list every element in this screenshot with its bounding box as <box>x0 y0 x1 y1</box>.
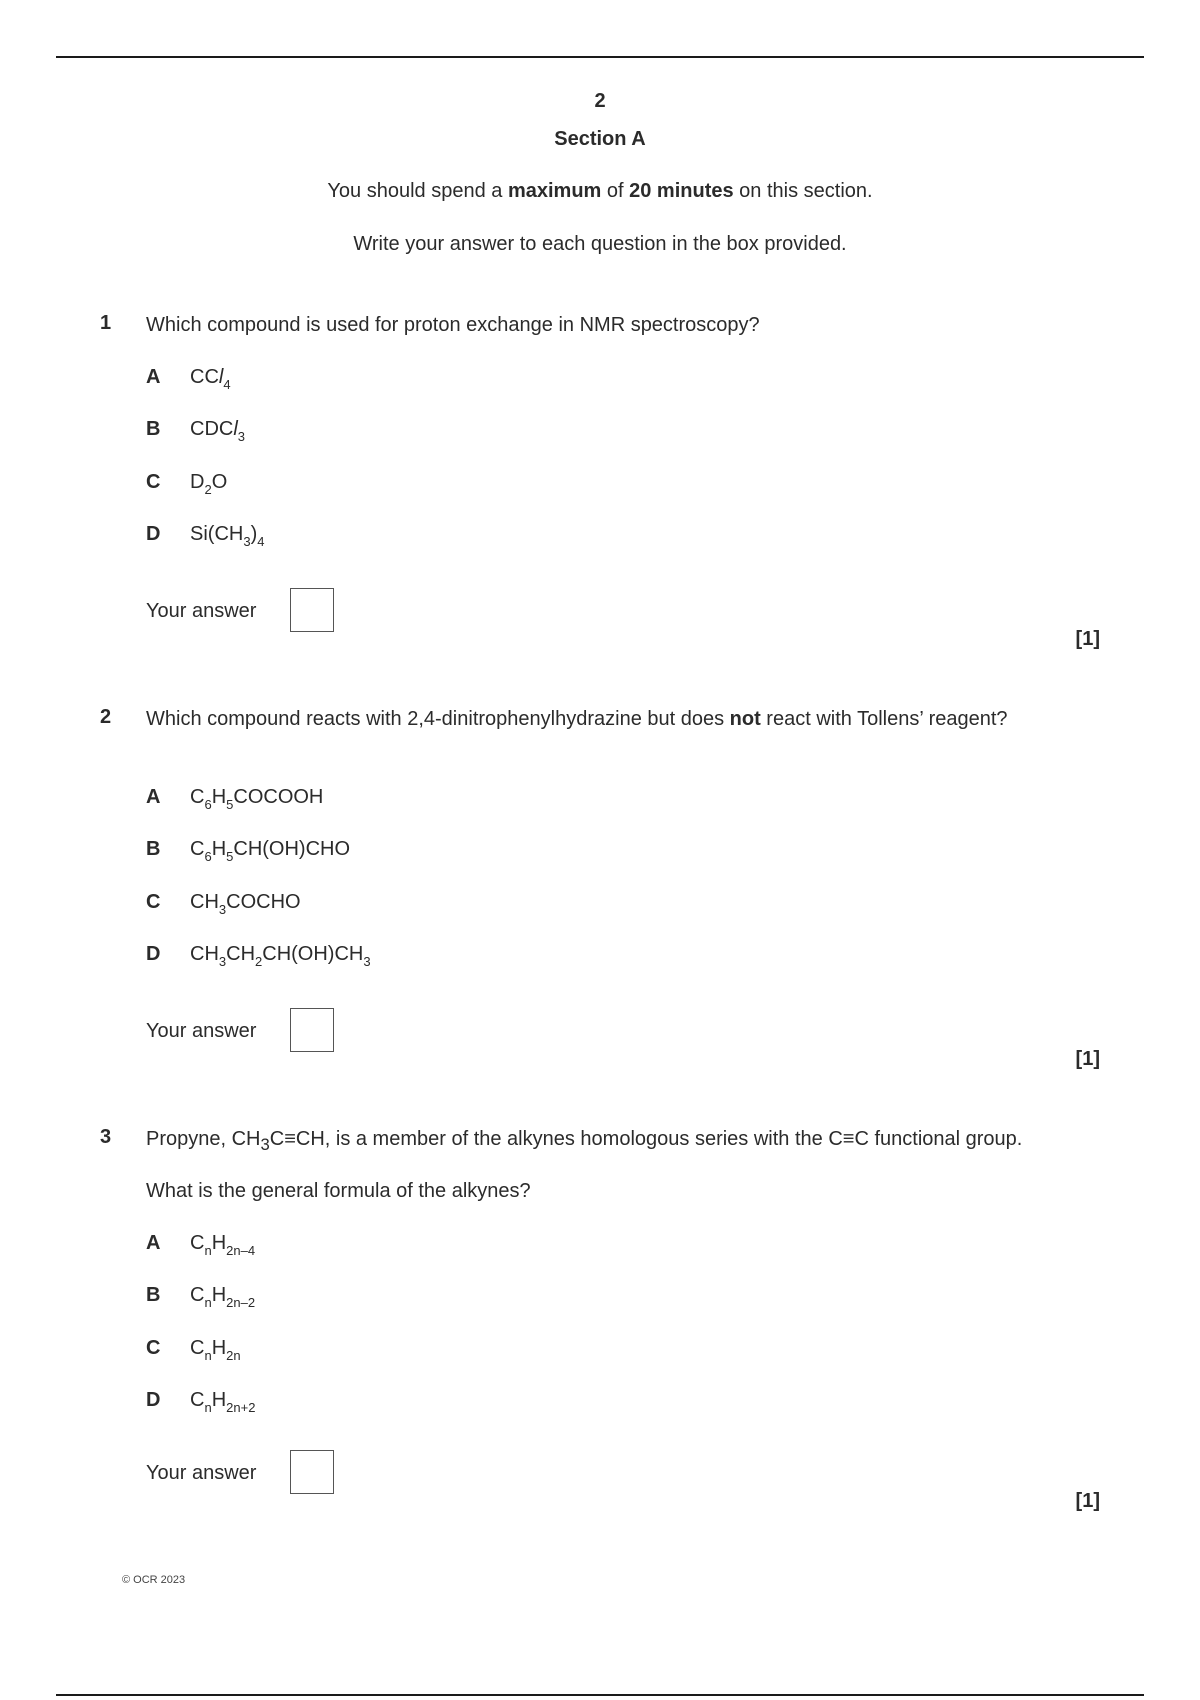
q2-option-b-letter: B <box>146 838 161 860</box>
q1-option-a-letter: A <box>146 366 161 388</box>
q3-option-a-letter: A <box>146 1232 161 1254</box>
question-3-number: 3 <box>100 1126 112 1148</box>
q2-option-b-formula: $C_6H_5CH(OH)CHO$ <box>190 838 351 864</box>
q3-option-a-formula: $C_nH_{2n-4}$ <box>190 1232 256 1258</box>
q1-option-b-letter: B <box>146 418 161 440</box>
q3-answer-label: Your answer <box>146 1462 257 1484</box>
question-3-text: Propyne, $CH_3C\equiv CH$, is a member of the alkynes homologous series with the C≡C functional group. <box>146 1128 1023 1154</box>
q3-marks: [1] <box>1075 1490 1100 1512</box>
q3-option-b-letter: B <box>146 1284 161 1306</box>
q2-option-a-letter: A <box>146 786 161 808</box>
answer-instruction: Write your answer to each question in the box provided. <box>353 233 847 255</box>
q3-option-d-letter: D <box>146 1389 161 1411</box>
question-3-subquestion: What is the general formula of the alkynes? <box>146 1180 531 1202</box>
q1-option-b-formula: CDCl$_3$ <box>190 418 246 444</box>
q1-option-a-formula: CCl$_4$ <box>190 366 231 392</box>
q2-answer-label: Your answer <box>146 1020 257 1042</box>
time-instruction: You should spend a maximum of 20 minutes on this section. <box>327 180 873 202</box>
q2-option-d-letter: D <box>146 943 161 965</box>
q3-option-c-formula: $C_nH_{2n}$ <box>190 1337 241 1363</box>
copyright: © OCR 2023 <box>122 1574 186 1586</box>
q2-option-a-formula: $C_6H_5COCOOH$ <box>190 786 324 812</box>
q3-option-d-formula: $C_nH_{2n+2}$ <box>190 1389 256 1415</box>
q3-answer-box[interactable] <box>290 1450 334 1494</box>
bottom-rule <box>56 1694 1144 1696</box>
q1-option-d-formula: $Si(CH_3)_4$ <box>190 523 265 549</box>
q2-option-c-letter: C <box>146 891 161 913</box>
q1-answer-box[interactable] <box>290 588 334 632</box>
q2-answer-box[interactable] <box>290 1008 334 1052</box>
question-1-text: Which compound is used for proton exchange in NMR spectroscopy? <box>146 314 760 336</box>
page-number: 2 <box>594 90 606 112</box>
q1-option-c-formula: $D_2O$ <box>190 471 228 497</box>
q1-marks: [1] <box>1075 628 1100 650</box>
question-2-number: 2 <box>100 706 112 728</box>
q3-option-c-letter: C <box>146 1337 161 1359</box>
question-1-number: 1 <box>100 312 112 334</box>
q1-answer-label: Your answer <box>146 600 257 622</box>
q2-option-c-formula: $CH_3COCHO$ <box>190 891 301 917</box>
top-rule <box>56 56 1144 58</box>
q1-option-d-letter: D <box>146 523 161 545</box>
section-title: Section A <box>554 128 646 150</box>
q2-option-d-formula: $CH_3CH_2CH(OH)CH_3$ <box>190 943 371 969</box>
q3-option-b-formula: $C_nH_{2n-2}$ <box>190 1284 256 1310</box>
q1-option-c-letter: C <box>146 471 161 493</box>
q2-marks: [1] <box>1075 1048 1100 1070</box>
question-2-text: Which compound reacts with 2,4-dinitrophenylhydrazine but does not react with Tollens’ reagent? <box>146 708 1008 730</box>
